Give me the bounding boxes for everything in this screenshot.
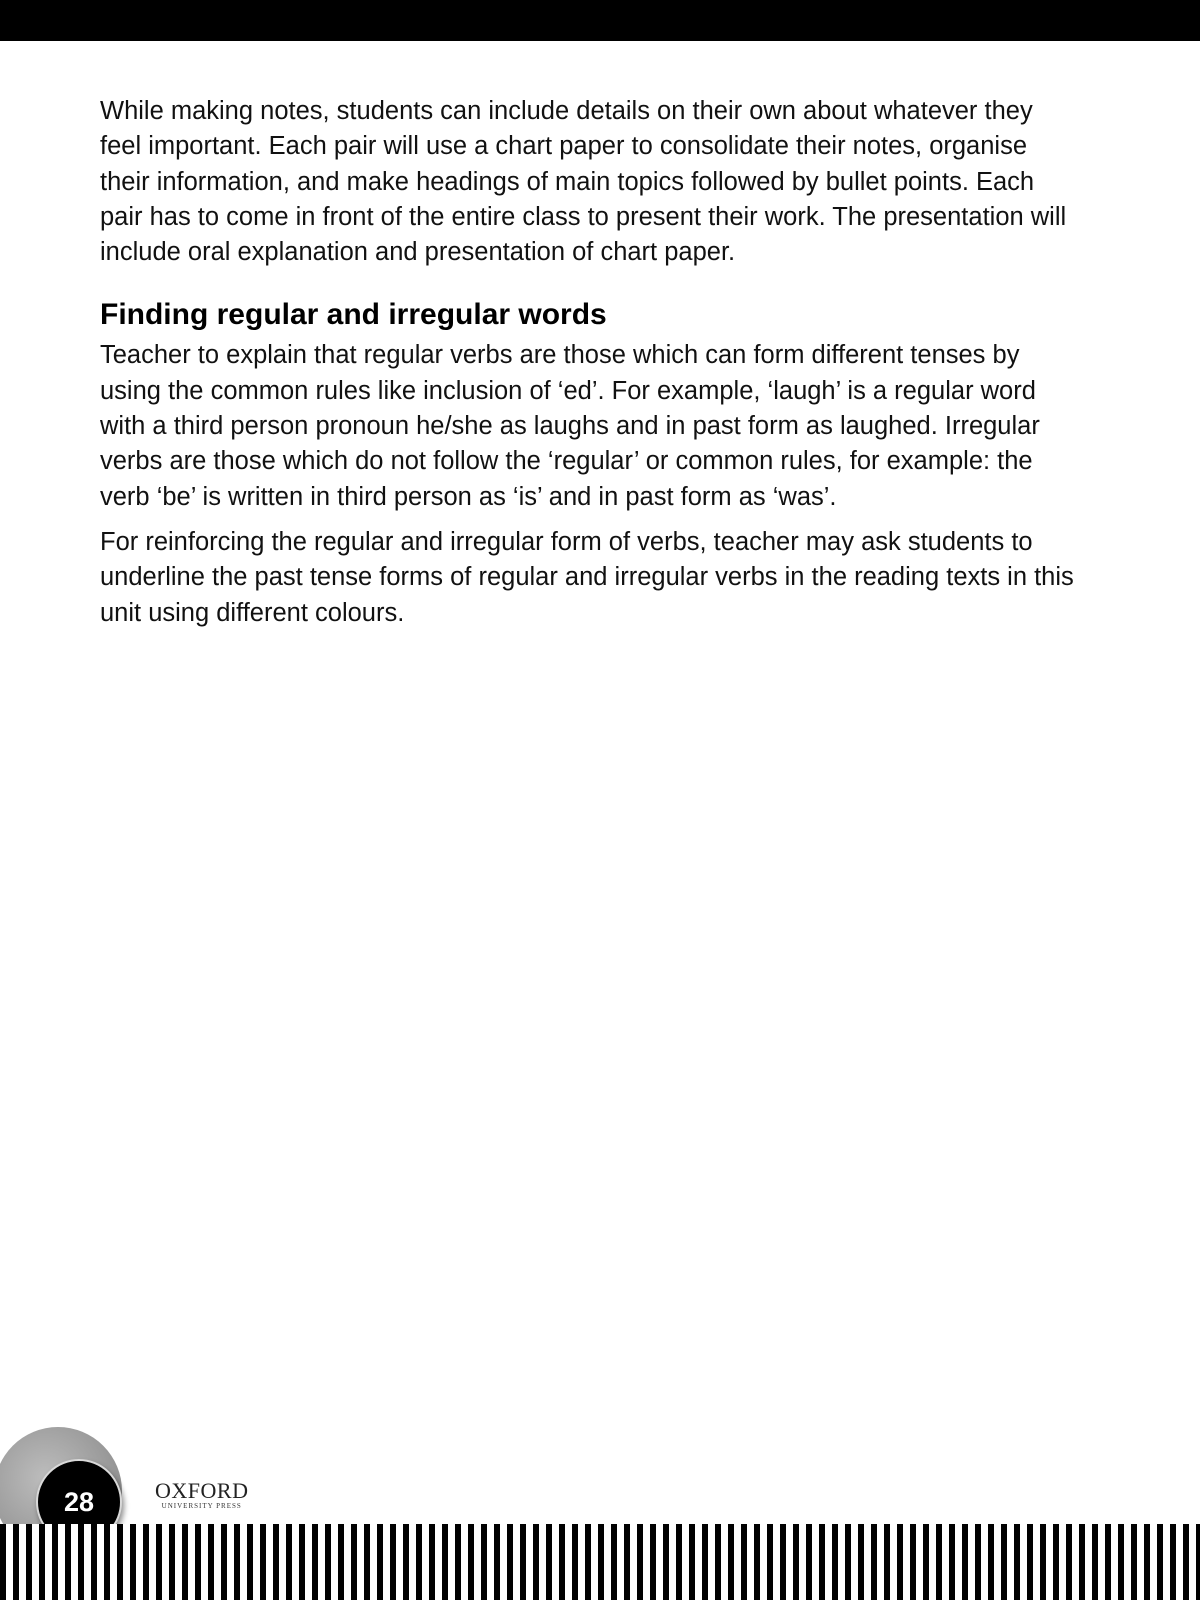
- publisher-name: OXFORD: [155, 1478, 249, 1503]
- section-heading: Finding regular and irregular words: [100, 298, 607, 332]
- footer-stripe-pattern: [0, 1524, 1200, 1600]
- page-content: [100, 94, 1080, 641]
- section-paragraph: For reinforcing the regular and irregular form of verbs, teacher may ask students to underline the past tense forms of regular and irregular verbs in the reading texts in this unit using different colours.: [100, 527, 1074, 627]
- intro-paragraph: While making notes, students can include details on their own about whatever they feel important. Each pair will use a chart paper to consolidate their notes, organise their information, and make headings of main topics followed by bullet points. Each pair has to come in front of the entire class to present their work. The presentation will include oral explanation and presentation of chart paper.: [100, 97, 1067, 267]
- publisher-subtitle: UNIVERSITY PRESS: [161, 1502, 242, 1510]
- publisher-logo: [155, 1480, 248, 1511]
- page-number: 28: [63, 1486, 95, 1517]
- top-black-bar: [0, 0, 1200, 41]
- section-paragraph: Teacher to explain that regular verbs are those which can form different tenses by using the common rules like inclusion of ‘ed’. For example, ‘laugh’ is a regular word with a third person pronoun he/she as laughs and in past form as laughed. Irregular verbs are those which do not follow the ‘regular’ or common rules, for example: the verb ‘be’ is written in third person as ‘is’ and in past form as ‘was’.: [100, 341, 1040, 511]
